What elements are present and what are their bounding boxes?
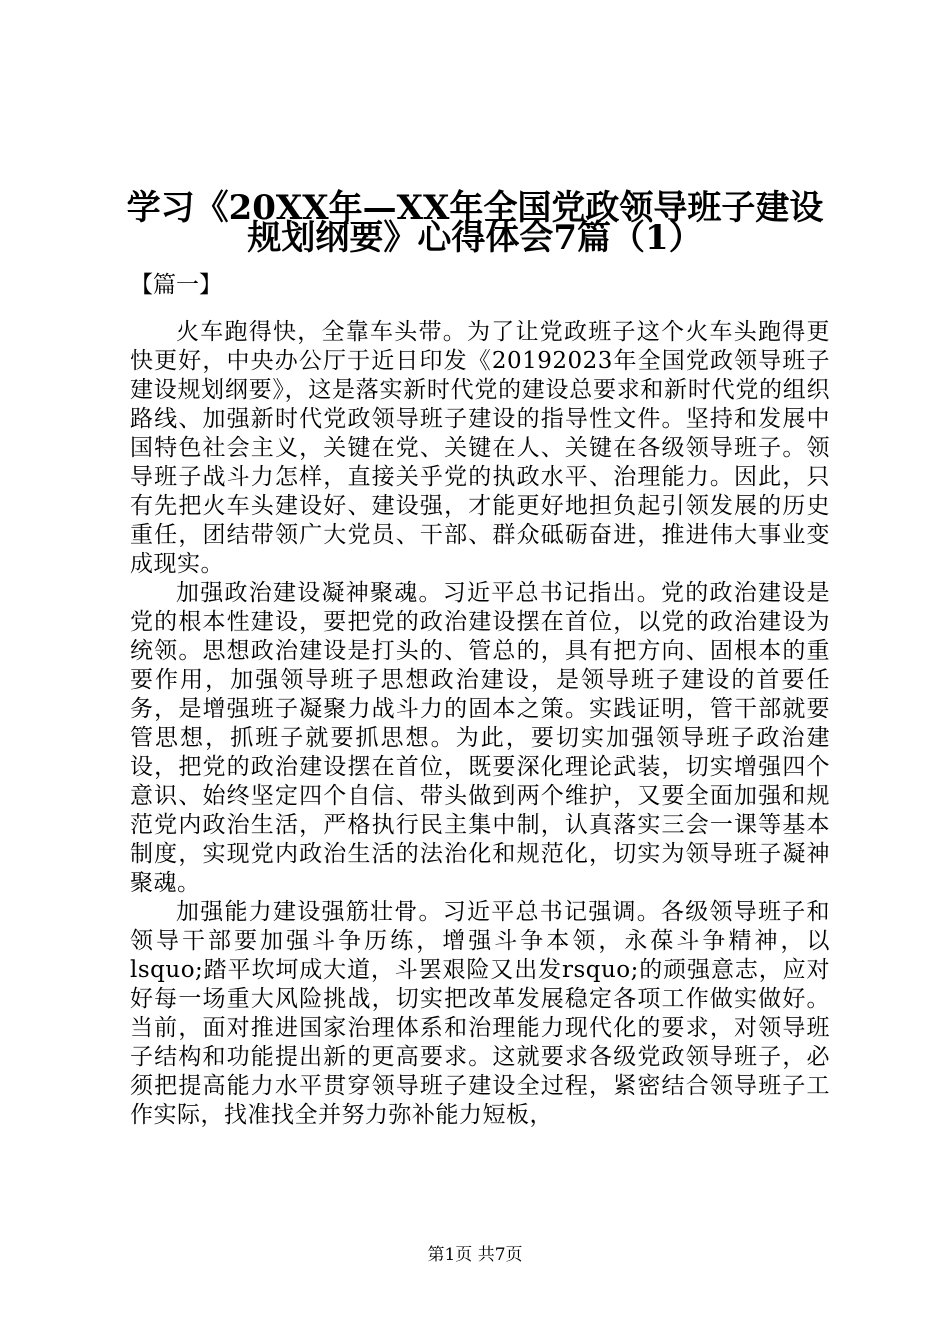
page-number-footer: 第1页 共7页 bbox=[427, 1245, 523, 1265]
document-body bbox=[130, 318, 830, 1130]
document-title-line-2: 规划纲要》心得体会7篇（1） bbox=[247, 218, 703, 258]
document-title-line-1: 学习《20XX年—XX年全国党政领导班子建设 bbox=[126, 188, 824, 228]
paragraph: 火车跑得快，全靠车头带。为了让党政班子这个火车头跑得更快更好，中央办公厅于近日印发《20192023年全国党政领导班子建设规划纲要》，这是落实新时代党的建设总要求和新时代党的组织路线、加强新时代党政领导班子建设的指导性文件。坚持和发展中国特色社会主义，关键在党、关键在人、关键在各级领导班子。领导班子战斗力怎样，直接关乎党的执政水平、治理能力。因此，只有先把火车头建设好、建设强，才能更好地担负起引领发展的历史重任，团结带领广大党员、干部、群众砥砺奋进，推进伟大事业变成现实。 bbox=[130, 319, 830, 577]
section-label: 【篇一】 bbox=[130, 272, 222, 298]
paragraph: 加强政治建设凝神聚魂。习近平总书记指出。党的政治建设是党的根本性建设，要把党的政治建设摆在首位，以党的政治建设为统领。思想政治建设是打头的、管总的，具有把方向、固根本的重要作用，加强领导班子思想政治建设，是领导班子建设的首要任务，是增强班子凝聚力战斗力的固本之策。实践证明，管干部就要管思想，抓班子就要抓思想。为此，要切实加强领导班子政治建设，把党的政治建设摆在首位，既要深化理论武装，切实增强四个意识、始终坚定四个自信、带头做到两个维护，又要全面加强和规范党内政治生活，严格执行民主集中制，认真落实三会一课等基本制度，实现党内政治生活的法治化和规范化，切实为领导班子凝神聚魂。 bbox=[130, 580, 830, 896]
paragraph: 加强能力建设强筋壮骨。习近平总书记强调。各级领导班子和领导干部要加强斗争历练，增强斗争本领，永葆斗争精神，以lsquo;踏平坎坷成大道，斗罢艰险又出发rsquo;的顽强意志，应对好每一场重大风险挑战，切实把改革发展稳定各项工作做实做好。当前，面对推进国家治理体系和治理能力现代化的要求，对领导班子结构和功能提出新的更高要求。这就要求各级党政领导班子，必须把提高能力水平贯穿领导班子建设全过程，紧密结合领导班子工作实际，找准找全并努力弥补能力短板， bbox=[130, 899, 830, 1128]
